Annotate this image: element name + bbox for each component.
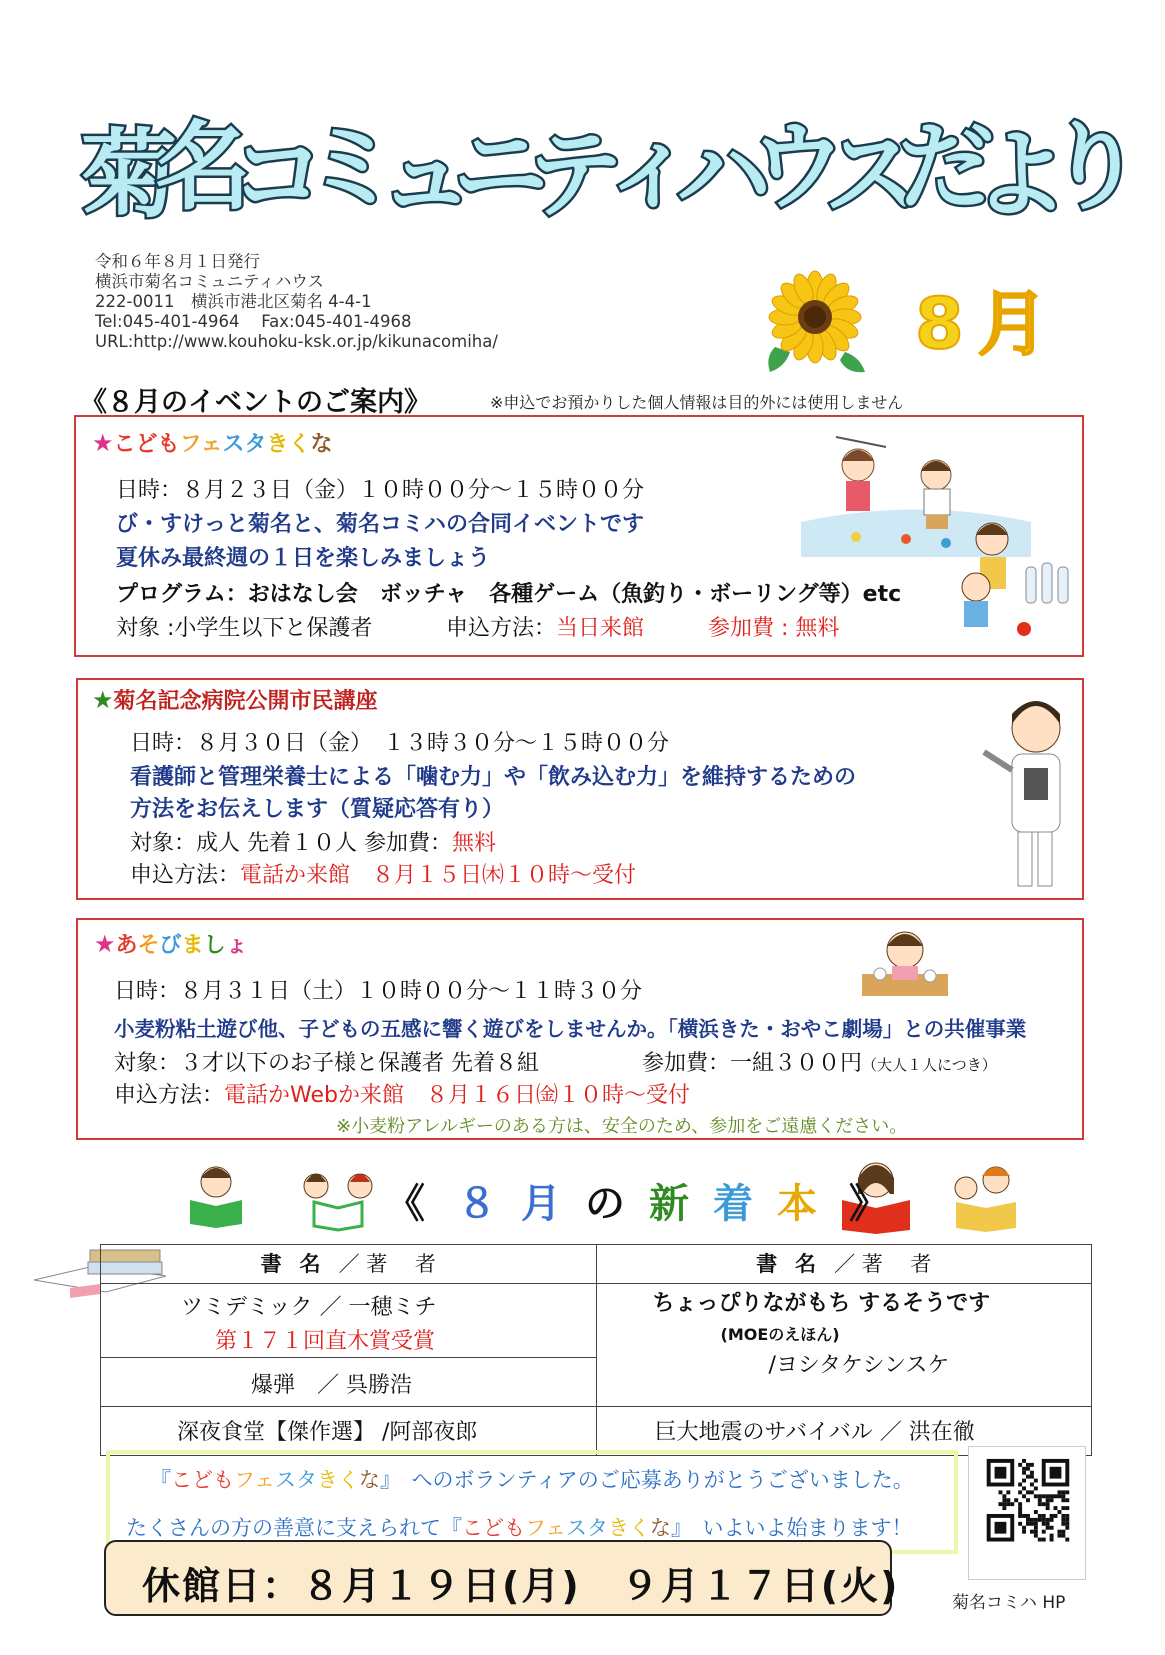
festa-char: き [316,1468,338,1492]
event-title-text-char: そ [137,933,160,958]
event-asobimasho-fee [642,1046,997,1077]
title-char: り [1046,111,1143,223]
event-kids-festa-fee: 参加費 : 無料 [708,616,840,641]
book-author: ／ 洪在徹 [879,1420,975,1445]
star-icon: ★ [92,429,114,457]
apply-value: 電話かWebか来館 ８月１６日㈮１０時～受付 [224,1083,690,1108]
fee-text: 参加費：一組３００円 [642,1051,863,1076]
title-char: ス [824,119,920,231]
books-heading-text [447,1181,831,1227]
children-reading-icon [294,1168,384,1232]
star-icon: ★ [92,686,114,714]
title-char: 名 [155,111,252,223]
quote-open: 『 [150,1468,171,1492]
book-author: ／ 呉勝浩 [317,1372,413,1398]
volunteer-thanks-box [106,1450,958,1554]
apply-value: 電話か来館 ８月１５日㈭１０時～受付 [240,863,637,888]
title-char: だ [898,111,995,223]
book-author: ／ 一穂ミチ [319,1295,437,1320]
publisher-url: URL:http://www.kouhoku-ksk.or.jp/kikunacomiha/ [95,332,498,351]
closed-days-text: 休館日：８月１９日(月) ９月１７日(火) [142,1564,900,1608]
book-title-author [655,1415,975,1446]
festa-char: も [213,1468,234,1492]
books-heading-char: 新 [648,1181,693,1227]
new-books-table [100,1244,1092,1456]
festa-char: タ [295,1468,317,1492]
issue-date: 令和６年８月１日発行 [95,252,260,271]
festa-name [171,1468,380,1492]
event-hospital-lecture-datetime: 日時：８月３０日（金） １３時３０分～１５時００分 [130,731,670,756]
book-left-3 [101,1407,597,1456]
target-text: 対象：成人 先着１０人 参加費： [130,831,452,856]
title-char: テ [526,119,623,231]
nurse-illustration [976,690,1086,895]
book-award: 第１７１回直木賞受賞 [215,1329,436,1354]
festa-char: な [649,1516,671,1540]
header-author-label: ／ 著 者 [834,1252,932,1276]
event-title-text-char: ど [135,432,158,457]
newsletter-title [81,88,1143,248]
books-heading-char: 月 [520,1181,565,1227]
title-char: ィ [601,111,698,223]
allergy-note: ※小麦粉アレルギーのある方は、安全のため、参加をご遠慮ください。 [336,1116,908,1137]
books-heading-char: の [584,1181,629,1227]
books-heading-char: 着 [712,1181,757,1227]
book-title: ツミデミック [181,1295,313,1320]
title-char: ミ [304,111,400,223]
books-heading-char: ８ [456,1181,501,1227]
publisher-name: 横浜市菊名コミュニティハウス [95,272,324,291]
thanks-text-end: 』 いよいよ始まります！ [670,1516,913,1540]
event-kids-festa-desc1: び・すけっと菊名と、菊名コミハの合同イベントです [116,512,645,537]
books-header-right [596,1245,1092,1284]
book-author: /ヨシタケシンスケ [768,1353,950,1378]
festa-char: く [628,1516,650,1540]
issue-month: 8月 [915,283,1062,365]
apply-value: 当日来館 [556,616,645,641]
event-hospital-lecture-desc2: 方法をお伝えします（質疑応答有り） [130,797,505,822]
festa-char: フ [234,1468,254,1492]
event-kids-festa [74,415,1084,657]
heading-bracket-close: 》 [848,1181,893,1227]
title-char: ハ [675,119,772,231]
title-char: ウ [749,111,846,223]
event-title-text-char: フ [179,432,201,457]
sunflower-icon [760,262,870,372]
new-books-heading [385,1172,893,1229]
book-title: ちょっぴりながもち するそうです [652,1291,991,1316]
thanks-line-2 [126,1512,912,1542]
thanks-line-1 [150,1464,914,1494]
star-icon: ★ [94,930,116,958]
festa-char: ス [565,1516,587,1540]
thanks-text: たくさんの方の善意に支えられて『 [126,1516,462,1540]
event-hospital-lecture-apply [130,858,636,889]
apply-label: 申込方法： [446,616,557,641]
book-title-author [181,1290,437,1321]
event-title-text-char: び [159,933,182,958]
event-title-text [114,432,333,457]
event-kids-festa-datetime: 日時：８月２３日（金）１０時００分～１５時００分 [116,478,645,503]
qr-label: 菊名コミハ HP [952,1593,1066,1613]
book-series: (MOEのえほん) [720,1325,840,1344]
festa-char: ど [483,1516,504,1540]
privacy-note: ※申込でお預かりした個人情報は目的外には使用しません [490,393,904,412]
kids-book-icon [946,1162,1026,1234]
event-asobimasho-apply [114,1078,690,1109]
event-title-text [116,933,248,958]
event-title-text-char: ェ [200,432,223,457]
event-title-text-char: タ [244,432,267,457]
thanks-text: 』 へのボランティアのご応募ありがとうございました。 [379,1468,914,1492]
event-title-text-char: ス [222,432,245,457]
book-right-1 [596,1284,1092,1407]
publisher-address: 222-0011 横浜市港北区菊名 4-4-1 [95,292,372,311]
heading-bracket-open: 《 [385,1181,429,1227]
event-hospital-lecture [76,678,1084,900]
title-char: ュ [378,119,475,231]
festa-name [462,1516,671,1540]
kids-bowling-illustration [956,517,1086,652]
festa-char: こ [462,1516,483,1540]
closed-days-box [104,1540,900,1616]
event-title-text-char: く [288,432,311,457]
event-asobimasho [76,918,1084,1140]
event-title-text-char: し [203,933,226,958]
festa-char: タ [586,1516,608,1540]
book-left-2 [101,1357,597,1406]
event-kids-festa-apply [446,611,644,642]
event-title-text-char: あ [115,933,138,958]
apply-label: 申込方法： [114,1083,225,1108]
event-hospital-lecture-target [130,826,496,857]
event-hospital-lecture-title [92,684,378,715]
event-title-text-char: こ [113,432,136,457]
festa-char: も [504,1516,525,1540]
book-author: /阿部夜郎 [382,1420,478,1445]
event-asobimasho-title [94,928,248,959]
title-char: ニ [452,111,549,223]
events-heading: 《８月のイベントのご案内》 [80,387,431,418]
event-asobimasho-desc: 小麦粉粘土遊び他、子どもの五感に響く遊びをしませんか。「横浜きた・おやこ劇場」との共催事業 [114,1017,1027,1041]
event-asobimasho-target: 対象：３才以下のお子様と保護者 先着８組 [114,1051,539,1076]
fee-note: （大人１人につき） [862,1056,997,1074]
event-title-text-char: ょ [225,933,248,958]
event-title-text: 菊名記念病院公開市民講座 [113,689,378,714]
fee-value: 無料 [452,831,497,856]
header-title-label: 書名 [756,1252,835,1276]
event-kids-festa-program: プログラム：おはなし会 ボッチャ 各種ゲーム（魚釣り・ボーリング等）etc [116,582,902,607]
festa-char: ス [274,1468,296,1492]
book-title-author [251,1368,412,1399]
festa-char: ど [192,1468,213,1492]
festa-char: フ [525,1516,545,1540]
header-author-label: ／ 著 者 [338,1252,436,1276]
festa-char: き [607,1516,629,1540]
header-title-label: 書名 [260,1252,339,1276]
title-char: コ [229,119,326,231]
event-title-text-char: き [266,432,289,457]
books-header-left [101,1245,597,1284]
festa-char: こ [171,1468,192,1492]
child-clay-illustration [860,926,950,1001]
book-title-author [177,1415,477,1446]
event-title-text-char: ま [181,933,204,958]
book-title: 深夜食堂【傑作選】 [177,1420,376,1445]
books-heading-char: 本 [776,1181,821,1227]
event-hospital-lecture-desc1: 看護師と管理栄養士による「噛む力」や「飲み込む力」を維持するための [130,765,857,790]
publisher-phone-fax: Tel:045-401-4964 Fax:045-401-4968 [95,312,412,331]
event-title-text-char: も [157,432,180,457]
book-title: 爆弾 [251,1372,296,1398]
apply-label: 申込方法： [130,863,241,888]
event-asobimasho-datetime: 日時：８月３１日（土）１０時００分～１１時３０分 [114,979,643,1004]
child-reading-icon [186,1164,252,1228]
festa-char: ェ [253,1468,275,1492]
festa-char: な [358,1468,380,1492]
book-title: 巨大地震のサバイバル [654,1420,873,1445]
event-kids-festa-desc2: 夏休み最終週の１日を楽しみましょう [116,546,491,571]
title-char: 菊 [81,119,178,231]
event-kids-festa-target: 対象 :小学生以下と保護者 [116,616,373,641]
event-kids-festa-title [92,427,333,458]
qr-code-icon[interactable] [968,1446,1086,1580]
event-title-text-char: な [310,432,333,457]
book-left-1 [101,1284,597,1358]
festa-char: ェ [544,1516,566,1540]
festa-char: く [337,1468,359,1492]
publisher-info [95,252,498,352]
title-char: よ [972,119,1069,231]
